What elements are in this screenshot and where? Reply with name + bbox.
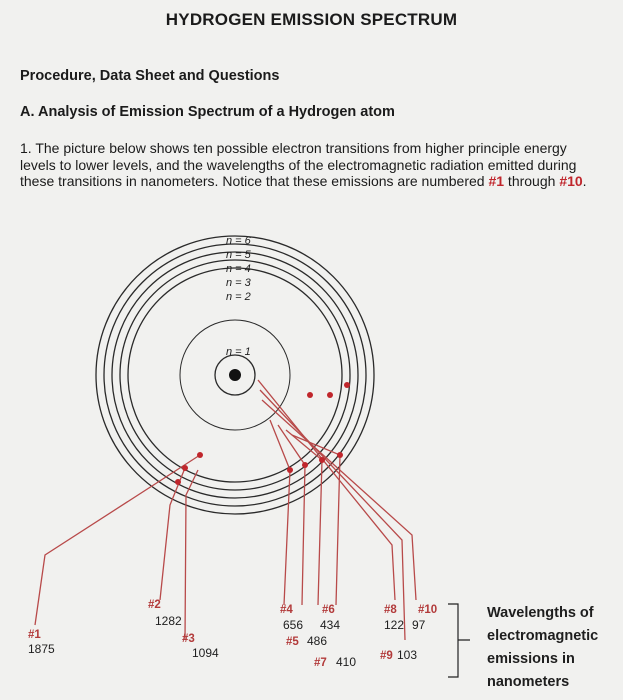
wavelength-2: 1282 bbox=[155, 614, 182, 628]
tag-2: #2 bbox=[148, 599, 161, 611]
wavelength-8: 122 bbox=[384, 618, 405, 632]
emission-dot bbox=[302, 462, 308, 468]
legend-text bbox=[487, 605, 598, 690]
wavelength-7: 410 bbox=[336, 655, 357, 669]
wavelength-4: 656 bbox=[283, 618, 304, 632]
level-label-n2: n = 2 bbox=[226, 291, 251, 303]
emission-dot bbox=[337, 452, 343, 458]
wavelength-6: 434 bbox=[320, 618, 341, 632]
transition-tags bbox=[28, 599, 437, 669]
level-label-n1: n = 1 bbox=[226, 346, 251, 358]
tag-4: #4 bbox=[280, 604, 293, 616]
level-label-n3: n = 3 bbox=[226, 277, 251, 289]
tag-3: #3 bbox=[182, 633, 195, 645]
nucleus bbox=[229, 369, 241, 381]
procedure-heading: Procedure, Data Sheet and Questions bbox=[20, 68, 280, 84]
wavelength-9: 103 bbox=[397, 648, 418, 662]
emission-dot bbox=[182, 465, 188, 471]
section-heading: A. Analysis of Emission Spectrum of a Hydrogen atom bbox=[20, 104, 395, 120]
last-tag: #10 bbox=[559, 173, 583, 189]
tag-10: #10 bbox=[418, 604, 438, 616]
wavelength-1: 1875 bbox=[28, 642, 55, 656]
emission-dot bbox=[197, 452, 203, 458]
legend-line-4: nanometers bbox=[487, 674, 570, 690]
transition-line bbox=[260, 390, 405, 640]
emission-dot bbox=[344, 382, 350, 388]
emission-dot bbox=[175, 479, 181, 485]
tag-9: #9 bbox=[380, 650, 393, 662]
tag-7: #7 bbox=[314, 657, 327, 669]
transition-line bbox=[270, 420, 290, 605]
emission-dot bbox=[327, 392, 333, 398]
level-labels bbox=[226, 235, 252, 358]
question-text: 1. The picture below shows ten possible electron transitions from higher principle energy levels to lower levels, and the wavelengths of the electromagnetic radiation emitted during these transitions in nanometers. Notice that these emissions are numbered bbox=[20, 140, 577, 189]
wavelength-10: 97 bbox=[412, 618, 426, 632]
emission-dot bbox=[287, 467, 293, 473]
emission-dot bbox=[319, 457, 325, 463]
sentence-end: . bbox=[582, 173, 587, 189]
legend-line-3: emissions in bbox=[487, 651, 575, 667]
through-word: through bbox=[504, 173, 560, 189]
transition-line bbox=[160, 468, 185, 600]
first-tag: #1 bbox=[488, 173, 505, 189]
tag-6: #6 bbox=[322, 604, 335, 616]
legend-line-2: electromagnetic bbox=[487, 628, 599, 644]
transition-line bbox=[185, 470, 198, 640]
level-label-n4: n = 4 bbox=[226, 263, 251, 275]
emission-dot bbox=[307, 392, 313, 398]
tag-1: #1 bbox=[28, 629, 41, 641]
level-label-n5: n = 5 bbox=[226, 249, 251, 261]
wavelength-3: 1094 bbox=[192, 646, 219, 660]
transition-dots bbox=[175, 382, 350, 485]
transition-line bbox=[35, 455, 200, 625]
legend-bracket bbox=[448, 604, 470, 677]
legend-line-1: Wavelengths of bbox=[487, 605, 594, 621]
tag-8: #8 bbox=[384, 604, 397, 616]
transition-line bbox=[278, 425, 305, 605]
wavelength-5: 486 bbox=[307, 634, 328, 648]
tag-5: #5 bbox=[286, 636, 299, 648]
page-title: HYDROGEN EMISSION SPECTRUM bbox=[165, 10, 458, 29]
level-label-n6: n = 6 bbox=[226, 235, 251, 247]
